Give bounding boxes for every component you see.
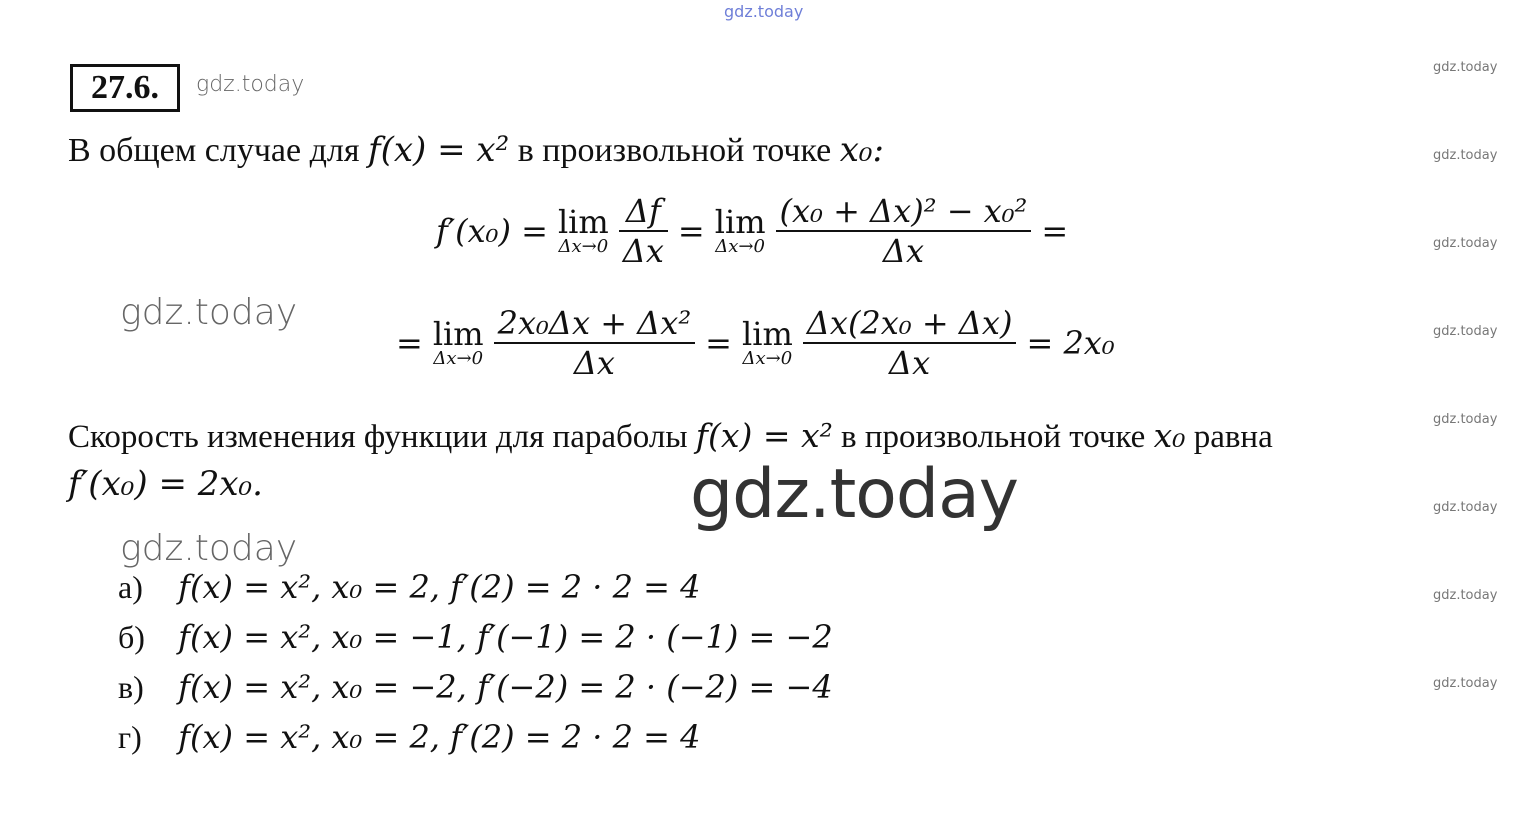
equals-sign: =: [677, 212, 705, 250]
list-item: [118, 718, 700, 756]
conclusion-text: Скорость изменения функции для параболы: [68, 419, 688, 455]
side-watermark: gdz.today: [1433, 324, 1498, 339]
derivative-formula-2: [396, 304, 1115, 382]
problem-number: 27.6.: [70, 64, 180, 112]
large-watermark: gdz.today: [690, 455, 1018, 534]
conclusion-function: f(x) = x²: [695, 416, 833, 455]
list-item: [118, 668, 833, 706]
derivative-formula-1: [436, 192, 1068, 270]
side-watermark: gdz.today: [1433, 412, 1498, 427]
fraction: $\frac{\text{(x₀ + Δx)² − x₀²}}{\Delta x}$: [776, 192, 1032, 270]
limit-operator: lim Δx→0: [557, 203, 609, 257]
intro-point-text: в произвольной точке: [517, 132, 832, 169]
side-watermark: gdz.today: [1433, 148, 1498, 163]
equals-sign: =: [705, 324, 732, 362]
fraction: $\frac{\text{Δx(2x₀ + Δx)}}{\Delta x}$: [803, 304, 1017, 382]
conclusion-point: x₀: [1153, 416, 1186, 455]
formula1-lhs: f′(x₀) =: [436, 212, 548, 250]
conclusion-text: равна: [1193, 419, 1273, 455]
conclusion-text: в произвольной точке: [841, 419, 1146, 455]
header-watermark: gdz.today: [196, 72, 305, 97]
intro-function: f(x) = x²: [368, 130, 510, 170]
fraction: $\frac{\Delta f}{\Delta x}$: [619, 192, 668, 270]
side-watermark: gdz.today: [1433, 60, 1498, 75]
item-expression: f(x) = x², x₀ = −2, f′(−2) = 2 · (−2) = −4: [178, 668, 833, 706]
item-expression: f(x) = x², x₀ = −1, f′(−1) = 2 · (−1) = −2: [178, 618, 833, 656]
equals-sign: =: [396, 324, 423, 362]
intro-line: [68, 130, 884, 170]
fraction: $\frac{\text{2x₀Δx + Δx²}}{\Delta x}$: [494, 304, 696, 382]
item-label: г): [118, 719, 142, 755]
item-label: а): [118, 569, 143, 605]
item-label: в): [118, 669, 144, 705]
intro-text: В общем случае для: [68, 132, 360, 169]
content-watermark: gdz.today: [120, 292, 298, 333]
equals-sign: =: [1041, 212, 1069, 250]
item-label: б): [118, 619, 145, 655]
list-item: [118, 568, 700, 606]
intro-point: x₀:: [839, 130, 884, 170]
conclusion-line-1: [68, 416, 1273, 456]
side-watermark: gdz.today: [1433, 588, 1498, 603]
list-item: [118, 618, 833, 656]
conclusion-line-2: f′(x₀) = 2x₀.: [68, 464, 263, 504]
item-expression: f(x) = x², x₀ = 2, f′(2) = 2 · 2 = 4: [178, 568, 701, 606]
content-watermark: gdz.today: [120, 528, 298, 569]
limit-operator: lim Δx→0: [432, 315, 484, 369]
top-watermark: gdz.today: [724, 2, 804, 21]
side-watermark: gdz.today: [1433, 500, 1498, 515]
item-expression: f(x) = x², x₀ = 2, f′(2) = 2 · 2 = 4: [178, 718, 701, 756]
limit-operator: lim Δx→0: [714, 203, 766, 257]
side-watermark: gdz.today: [1433, 236, 1498, 251]
limit-operator: lim Δx→0: [741, 315, 793, 369]
side-watermark: gdz.today: [1433, 676, 1498, 691]
formula2-result: = 2x₀: [1026, 324, 1115, 362]
